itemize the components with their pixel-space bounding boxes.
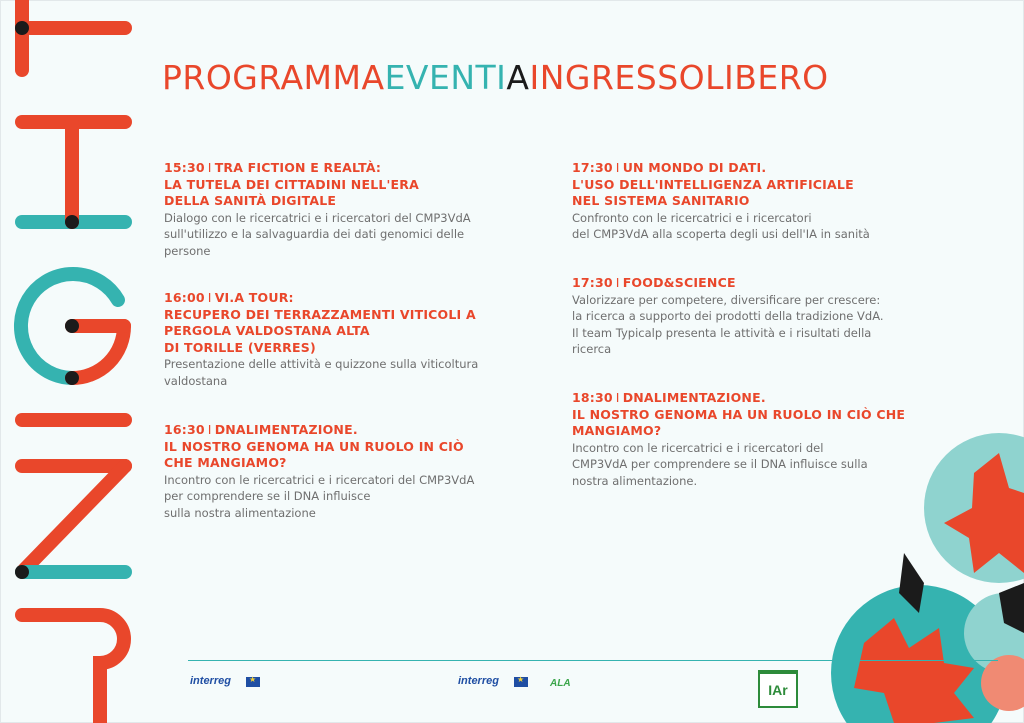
event-left-3: 16:30 I DNALIMENTAZIONE. IL NOSTRO GENOMA HA UN RUOLO IN CIÒ CHE MANGIAMO? Incontro con le ricercatrici e i ricercatori del CMP3VdA per comprendere se il DNA influisce sulla nostra alimentazione bbox=[164, 422, 475, 520]
event-title-line: DNALIMENTAZIONE. bbox=[214, 422, 358, 437]
event-title-line: LA TUTELA DEI CITTADINI NELL'ERA bbox=[164, 176, 419, 192]
event-title-line: L'USO DELL'INTELLIGENZA ARTIFICIALE bbox=[572, 176, 854, 192]
event-time: 16:30 bbox=[164, 422, 205, 437]
event-title-line: VI.A TOUR: bbox=[214, 290, 294, 305]
event-title-line: DI TORILLE (VERRES) bbox=[164, 339, 316, 355]
event-time: 17:30 bbox=[572, 160, 613, 175]
event-time: 16:00 bbox=[164, 290, 205, 305]
event-desc-line: del CMP3VdA alla scoperta degli usi dell'IA in sanità bbox=[572, 227, 870, 241]
event-desc-line: ricerca bbox=[572, 342, 612, 356]
event-title-line: UN MONDO DI DATI. bbox=[622, 160, 767, 175]
title-a: A bbox=[506, 58, 530, 97]
footer-divider bbox=[188, 660, 998, 661]
event-title-line: RECUPERO DEI TERRAZZAMENTI VITICOLI A bbox=[164, 306, 476, 322]
event-right-3: 18:30 I DNALIMENTAZIONE. IL NOSTRO GENOMA HA UN RUOLO IN CIÒ CHE MANGIAMO? Incontro con le ricercatrici e i ricercatori del CMP3VdA per comprendere se il DNA influisce sulla nostra alimentazione. bbox=[572, 390, 906, 488]
event-title-line: DELLA SANITÀ DIGITALE bbox=[164, 193, 337, 208]
interreg-logo-1: interreg ★ bbox=[190, 676, 231, 693]
event-desc-line: sull'utilizzo e la salvaguardia dei dati genomici delle bbox=[164, 227, 465, 241]
event-time: 17:30 bbox=[572, 275, 613, 290]
event-left-2: 16:00 I VI.A TOUR: RECUPERO DEI TERRAZZAMENTI VITICOLI A PERGOLA VALDOSTANA ALTA DI TORILLE (VERRES) Presentazione delle attività e quizzone sulla viticoltura valdostana bbox=[164, 290, 479, 388]
event-desc-line: sulla nostra alimentazione bbox=[164, 505, 316, 520]
interreg-logo-2-sub bbox=[458, 687, 499, 693]
event-title-line: FOOD&SCIENCE bbox=[622, 275, 736, 290]
event-title-line: TRA FICTION E REALTÀ: bbox=[214, 160, 382, 175]
interreg-logo-1-sub bbox=[190, 687, 231, 693]
event-title-line: MANGIAMO? bbox=[572, 423, 662, 438]
event-title-line: NEL SISTEMA SANITARIO bbox=[572, 193, 750, 208]
event-title-line: PERGOLA VALDOSTANA ALTA bbox=[164, 323, 370, 338]
iar-logo: IAr bbox=[758, 670, 798, 708]
event-desc-line: la ricerca a supporto dei prodotti della tradizione VdA. bbox=[572, 309, 884, 323]
event-desc-line: Incontro con le ricercatrici e i ricercatori del bbox=[572, 440, 824, 455]
title-eventi: EVENTI bbox=[384, 58, 507, 97]
title-programma: PROGRAMMA bbox=[162, 58, 385, 97]
event-desc-line: nostra alimentazione. bbox=[572, 473, 698, 488]
event-desc-line: valdostana bbox=[164, 373, 228, 388]
event-desc-line: Confronto con le ricercatrici e i ricercatori bbox=[572, 210, 812, 225]
event-time: 18:30 bbox=[572, 390, 613, 405]
event-title-line: CHE MANGIAMO? bbox=[164, 455, 287, 470]
event-desc-line: persone bbox=[164, 243, 211, 258]
event-desc-line: Dialogo con le ricercatrici e i ricercatori del CMP3VdA bbox=[164, 210, 471, 225]
decorative-shapes bbox=[824, 433, 1024, 723]
event-right-2: 17:30 I FOOD&SCIENCE Valorizzare per competere, diversificare per crescere: la ricerca a supporto dei prodotti della tradizione VdA. Il team Typicalp presenta le attività e i risultati della ricerca bbox=[572, 275, 884, 356]
ala-logo: ALA bbox=[550, 678, 571, 689]
event-desc-line: Il team Typicalp presenta le attività e i risultati della bbox=[572, 325, 872, 340]
event-time: 15:30 bbox=[164, 160, 205, 175]
event-desc-line: Presentazione delle attività e quizzone sulla viticoltura bbox=[164, 357, 479, 371]
event-desc-line: per comprendere se il DNA influisce bbox=[164, 489, 371, 503]
eu-flag-icon bbox=[514, 677, 528, 687]
interreg-logo-2: interreg ★ ALA bbox=[458, 676, 499, 693]
eu-flag-icon bbox=[246, 677, 260, 687]
event-right-1: 17:30 I UN MONDO DI DATI. L'USO DELL'INTELLIGENZA ARTIFICIALE NEL SISTEMA SANITARIO Confronto con le ricercatrici e i ricercatori del CMP3VdA alla scoperta degli usi dell'IA in sanità bbox=[572, 160, 870, 241]
unight-vertical-logo bbox=[0, 0, 140, 723]
event-title-line: DNALIMENTAZIONE. bbox=[622, 390, 766, 405]
event-title-line: IL NOSTRO GENOMA HA UN RUOLO IN CIÒ CHE bbox=[572, 406, 906, 422]
event-title-line: IL NOSTRO GENOMA HA UN RUOLO IN CIÒ bbox=[164, 438, 464, 454]
event-desc-line: CMP3VdA per comprendere se il DNA influisce sulla bbox=[572, 457, 868, 471]
page-title bbox=[162, 58, 829, 98]
event-left-1: 15:30 I TRA FICTION E REALTÀ: LA TUTELA DEI CITTADINI NELL'ERA DELLA SANITÀ DIGITALE Dialogo con le ricercatrici e i ricercatori del CMP3VdA sull'utilizzo e la salvaguardia dei dati genomici delle persone bbox=[164, 160, 471, 258]
event-desc-line: Valorizzare per competere, diversificare per crescere: bbox=[572, 292, 881, 307]
event-desc-line: Incontro con le ricercatrici e i ricercatori del CMP3VdA bbox=[164, 472, 475, 487]
title-ingresso-libero: INGRESSOLIBERO bbox=[529, 58, 829, 97]
